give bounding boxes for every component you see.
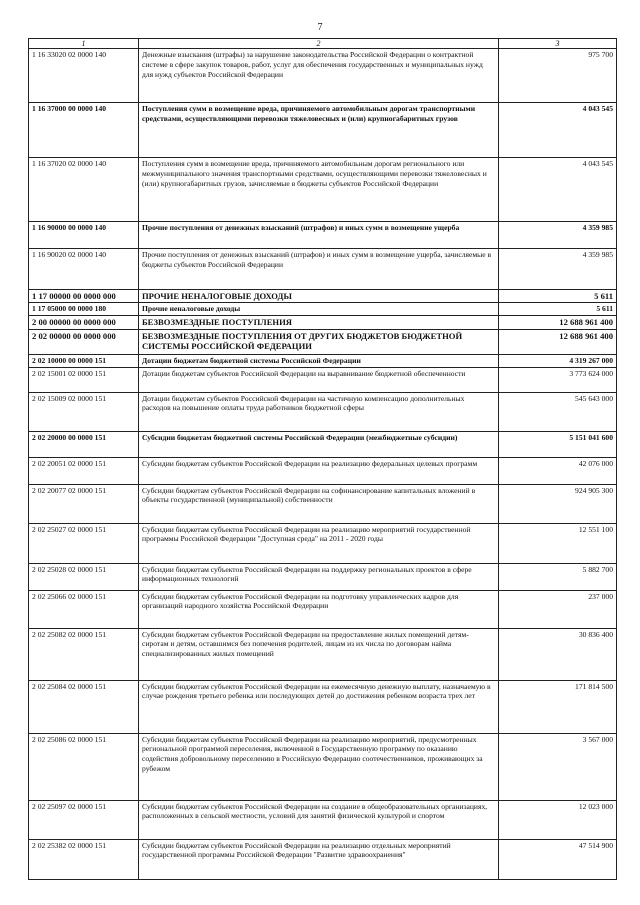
revenue-name-cell: Субсидии бюджетам бюджетной системы Российской Федерации (межбюджетные субсидии) [139, 431, 499, 457]
revenue-name-cell: Денежные взыскания (штрафы) за нарушение законодательства Российской Федерации о контрактной системе в сфере закупок товаров, работ, услуг для обеспечения государственных и муниципальных нужд для нужд субъектов Российской Федерации [139, 49, 499, 103]
amount-cell: 3 773 624 000 [499, 367, 617, 392]
amount-cell: 237 000 [499, 590, 617, 628]
page-number: 7 [317, 22, 323, 33]
table-header-row [29, 39, 617, 49]
table-row [29, 733, 617, 800]
amount-cell: 4 043 545 [499, 158, 617, 222]
budget-code-cell: 2 02 20077 02 0000 151 [29, 484, 139, 523]
table-row [29, 354, 617, 367]
budget-code-cell: 1 16 33020 02 0000 140 [29, 49, 139, 103]
table-row [29, 839, 617, 879]
budget-code-cell: 2 02 25084 02 0000 151 [29, 680, 139, 733]
amount-cell: 3 567 000 [499, 733, 617, 800]
amount-cell: 4 043 545 [499, 103, 617, 158]
revenue-name-cell: Субсидии бюджетам субъектов Российской Федерации на ежемесячную денежную выплату, назначаемую в случае рождения третьего ребенка или последующих детей до достижения ребенком возраста трех лет [139, 680, 499, 733]
revenue-name-cell: Субсидии бюджетам субъектов Российской Федерации на реализацию федеральных целевых программ [139, 457, 499, 484]
table-row [29, 563, 617, 590]
budget-code-cell: 1 16 37020 02 0000 140 [29, 158, 139, 222]
revenue-name-cell: Поступления сумм в возмещение вреда, причиняемого автомобильным дорогам регионального или межмуниципального значения транспортными средствами, осуществляющими перевозки тяжеловесных и (или) крупногабаритных грузов, зачисляемые в бюджеты субъектов Российской Федерации [139, 158, 499, 222]
budget-code-cell: 2 02 00000 00 0000 000 [29, 329, 139, 354]
table-row [29, 590, 617, 628]
amount-cell: 5 882 700 [499, 563, 617, 590]
budget-code-cell: 2 02 15009 02 0000 151 [29, 392, 139, 431]
budget-code-cell: 2 02 20000 00 0000 151 [29, 431, 139, 457]
revenue-name-cell: Дотации бюджетам бюджетной системы Российской Федерации [139, 354, 499, 367]
table-row [29, 158, 617, 222]
revenue-table [28, 38, 617, 880]
table-row [29, 316, 617, 329]
budget-code-cell: 2 02 25066 02 0000 151 [29, 590, 139, 628]
budget-code-cell: 1 17 00000 00 0000 000 [29, 290, 139, 303]
amount-cell: 12 688 961 400 [499, 329, 617, 354]
column-header-code: 1 [29, 39, 139, 49]
table-row [29, 329, 617, 354]
amount-cell: 5 611 [499, 290, 617, 303]
amount-cell: 42 076 000 [499, 457, 617, 484]
revenue-name-cell: Прочие неналоговые доходы [139, 303, 499, 316]
revenue-name-cell: Субсидии бюджетам субъектов Российской Федерации на поддержку региональных проектов в сфере информационных технологий [139, 563, 499, 590]
table-row [29, 49, 617, 103]
table-row [29, 249, 617, 290]
table-row [29, 290, 617, 303]
table-row [29, 103, 617, 158]
revenue-name-cell: Субсидии бюджетам субъектов Российской Федерации на реализацию отдельных мероприятий государственной программы Российской Федерации "Развитие здравоохранения" [139, 839, 499, 879]
amount-cell: 30 836 400 [499, 628, 617, 680]
table-row [29, 392, 617, 431]
revenue-name-cell: Субсидии бюджетам субъектов Российской Федерации на предоставление жилых помещений детям-сиротам и детям, оставшимся без попечения родителей, лицам из их числа по договорам найма специализированных жилых помещений [139, 628, 499, 680]
table-row [29, 431, 617, 457]
budget-code-cell: 1 16 90020 02 0000 140 [29, 249, 139, 290]
table-row [29, 800, 617, 839]
revenue-name-cell: Дотации бюджетам субъектов Российской Федерации на выравнивание бюджетной обеспеченности [139, 367, 499, 392]
table-row [29, 628, 617, 680]
column-header-amount: 3 [499, 39, 617, 49]
budget-code-cell: 2 02 25086 02 0000 151 [29, 733, 139, 800]
table-row [29, 367, 617, 392]
amount-cell: 12 023 000 [499, 800, 617, 839]
amount-cell: 4 359 985 [499, 222, 617, 249]
amount-cell: 5 151 041 600 [499, 431, 617, 457]
budget-code-cell: 2 02 25028 02 0000 151 [29, 563, 139, 590]
table-row [29, 680, 617, 733]
revenue-name-cell: Дотации бюджетам субъектов Российской Федерации на частичную компенсацию дополнительных расходов на повышение оплаты труда работников бюджетной сферы [139, 392, 499, 431]
amount-cell: 5 611 [499, 303, 617, 316]
table-row [29, 457, 617, 484]
revenue-name-cell: Субсидии бюджетам субъектов Российской Федерации на реализацию мероприятий государственной программы Российской Федерации "Доступная среда" на 2011 - 2020 годы [139, 523, 499, 563]
revenue-name-cell: Прочие поступления от денежных взысканий (штрафов) и иных сумм в возмещение ущерба [139, 222, 499, 249]
revenue-name-cell: Субсидии бюджетам субъектов Российской Федерации на создание в общеобразовательных организациях, расположенных в сельской местности, условий для занятий физической культурой и спортом [139, 800, 499, 839]
budget-code-cell: 2 02 15001 02 0000 151 [29, 367, 139, 392]
amount-cell: 12 551 100 [499, 523, 617, 563]
amount-cell: 545 643 000 [499, 392, 617, 431]
amount-cell: 171 814 500 [499, 680, 617, 733]
revenue-name-cell: Субсидии бюджетам субъектов Российской Федерации на подготовку управленческих кадров для организаций народного хозяйства Российской Федерации [139, 590, 499, 628]
budget-code-cell: 2 02 25027 02 0000 151 [29, 523, 139, 563]
table-row [29, 484, 617, 523]
amount-cell: 47 514 900 [499, 839, 617, 879]
amount-cell: 975 700 [499, 49, 617, 103]
budget-code-cell: 2 02 25382 02 0000 151 [29, 839, 139, 879]
budget-code-cell: 1 16 37000 00 0000 140 [29, 103, 139, 158]
table-row [29, 222, 617, 249]
amount-cell: 924 905 300 [499, 484, 617, 523]
budget-code-cell: 1 17 05000 00 0000 180 [29, 303, 139, 316]
revenue-name-cell: ПРОЧИЕ НЕНАЛОГОВЫЕ ДОХОДЫ [139, 290, 499, 303]
revenue-name-cell: БЕЗВОЗМЕЗДНЫЕ ПОСТУПЛЕНИЯ ОТ ДРУГИХ БЮДЖЕТОВ БЮДЖЕТНОЙ СИСТЕМЫ РОССИЙСКОЙ ФЕДЕРАЦИИ [139, 329, 499, 354]
budget-code-cell: 2 02 20051 02 0000 151 [29, 457, 139, 484]
budget-code-cell: 1 16 90000 00 0000 140 [29, 222, 139, 249]
amount-cell: 4 319 267 000 [499, 354, 617, 367]
table-row [29, 523, 617, 563]
budget-code-cell: 2 02 10000 00 0000 151 [29, 354, 139, 367]
revenue-name-cell: Поступления сумм в возмещение вреда, причиняемого автомобильным дорогам транспортными средствами, осуществляющими перевозки тяжеловесных и (или) крупногабаритных грузов [139, 103, 499, 158]
amount-cell: 12 688 961 400 [499, 316, 617, 329]
revenue-name-cell: Субсидии бюджетам субъектов Российской Федерации на софинансирование капитальных вложений в объекты государственной (муниципальной) собственности [139, 484, 499, 523]
table-row [29, 303, 617, 316]
amount-cell: 4 359 985 [499, 249, 617, 290]
budget-code-cell: 2 02 25097 02 0000 151 [29, 800, 139, 839]
column-header-name: 2 [139, 39, 499, 49]
budget-code-cell: 2 00 00000 00 0000 000 [29, 316, 139, 329]
revenue-name-cell: Прочие поступления от денежных взысканий (штрафов) и иных сумм в возмещение ущерба, зачисляемые в бюджеты субъектов Российской Федерации [139, 249, 499, 290]
revenue-name-cell: БЕЗВОЗМЕЗДНЫЕ ПОСТУПЛЕНИЯ [139, 316, 499, 329]
budget-code-cell: 2 02 25082 02 0000 151 [29, 628, 139, 680]
table-body [29, 49, 617, 880]
revenue-name-cell: Субсидии бюджетам субъектов Российской Федерации на реализацию мероприятий, предусмотренных региональной программой переселения, включенной в Государственную программу по оказанию содействия добровольному переселению в Российскую Федерацию соотечественников, проживающих за рубежом [139, 733, 499, 800]
